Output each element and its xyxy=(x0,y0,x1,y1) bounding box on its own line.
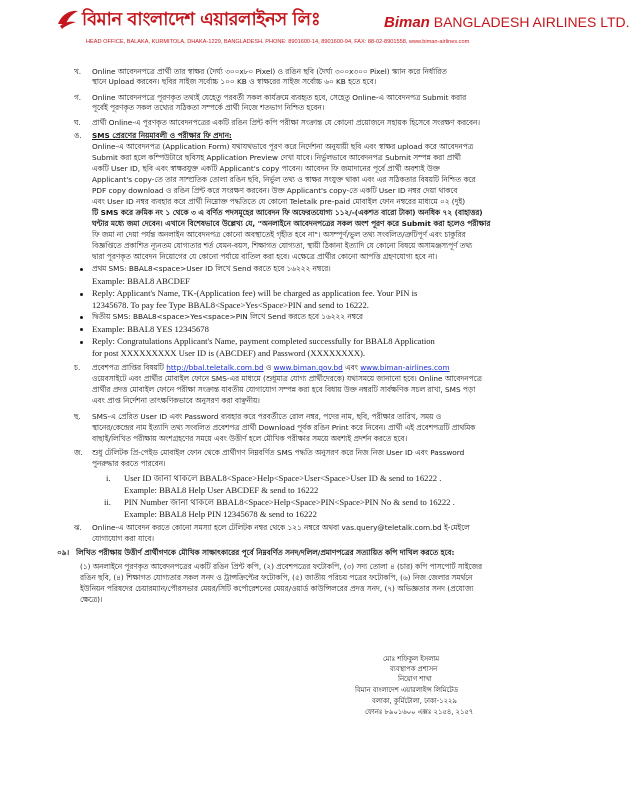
section-heading: SMS প্রেরণের নিয়মাবলী ও পরীক্ষার ফি প্রদান: xyxy=(92,131,232,140)
text-line: পূর্বেই পূরণকৃত সকল তথ্যের সঠিকতা সম্পর্কে প্রার্থী নিজে শতভাগ নিশ্চিত হবেন। xyxy=(92,103,325,112)
item-marker: গ. xyxy=(74,93,82,102)
bullet xyxy=(80,316,83,319)
text-line: প্রার্থীর প্রদত্ত মোবাইল ফোনে পরীক্ষা সংক্রান্ত যাবতীয় যোগাযোগ সম্পন্ন করা হবে বিধায় উক্ত নম্বরটি সার্বক্ষণিক সচল রাখা, SMS পড়া xyxy=(92,385,476,394)
signatory-name: মোঃ শফিকুল ইসলাম xyxy=(383,655,440,663)
biman-gov-link[interactable]: www.biman.gov.bd xyxy=(273,363,343,372)
sms-example: Example: BBAL8 YES 12345678 xyxy=(92,324,209,334)
text-line: ক্ষেত্রে)। xyxy=(80,595,103,604)
text-line: যোগাযোগ করা যাবে। xyxy=(92,534,155,543)
text-line: Online আবেদনপত্রে পূরণকৃত তথ্যই যেহেতু পরবর্তী সকল কার্যক্রমে ব্যবহৃত হবে, সেহেতু Online-এ আবেদনপত্র Submit করার xyxy=(92,93,467,102)
text-span: ও xyxy=(263,363,274,372)
item-marker: ঙ. xyxy=(74,131,82,140)
sms-reply: Reply: Congratulations Applicant's Name, payment completed successfully for BBAL8 Application xyxy=(92,336,435,346)
item-marker: ঘ. xyxy=(74,118,81,127)
text-line: পুনরুদ্ধার করতে পারবেন। xyxy=(92,459,166,468)
sms-reply: Reply: Applicant's Name, TK-(Application fee) will be charged as application fee. Your PIN is xyxy=(92,288,418,298)
text-line: Submit করা হলে কম্পিউটারে ছবিসহ Application Preview দেখা যাবে। নির্ভুলভাবে আবেদনপত্র Submit সম্পন্ন করা প্রার্থী xyxy=(92,153,461,162)
text-line: ঘন্টার মধ্যে জমা দেবেন। এখানে বিশেষভাবে উল্লেখ্য যে, "অনলাইনে আবেদনপত্রের সকল অংশ পূরণ করে Submit করা হলেও পরীক্ষার xyxy=(92,219,491,228)
biman-logo xyxy=(56,8,80,30)
text-line: এবং User ID নম্বর ব্যবহার করে প্রার্থী নিম্নোক্ত পদ্ধতিতে যে কোনো Teletalk pre-paid মোবাইল ফোন নম্বরের মাধ্যমে ০২ (দুই) xyxy=(92,197,466,206)
text-line: Online-এ আবেদনপত্র (Application Form) যথাযথভাবে পূরণ করে নির্দেশনা অনুযায়ী ছবি এবং স্বাক্ষর upload করে আবেদনপত্র xyxy=(92,142,474,151)
sms-instruction: দ্বিতীয় SMS: BBAL8<space>Yes<space>PIN লিখে Send করতে হবে ১৬২২২ নম্বরে xyxy=(92,312,363,321)
item-marker: জ. xyxy=(74,448,83,457)
signatory-company: বিমান বাংলাদেশ এয়ারলাইন্স লিমিটেড xyxy=(355,686,459,694)
text-line: ফি জমা না দেয়া পর্যন্ত অনলাইন আবেদনপত্র কোনো অবস্থাতেই গৃহীত হবে না"। অসম্পূর্ণ/ভুল তথ্য সংবলিত/ত্রুটিপূর্ণ এবং চাকুরির xyxy=(92,230,466,239)
text-line: SMS-এ প্রেরিত User ID এবং Password ব্যবহার করে পরবর্তীতে রোল নম্বর, পদের নাম, ছবি, পরীক্ষার তারিখ, সময় ও xyxy=(92,412,442,421)
text-line: স্থানের/কেন্দ্রের নাম ইত্যাদি তথ্য সংবলিত প্রবেশপত্র প্রার্থী Download পূর্বক রঙিন Print করে নিবেন। প্রার্থী এই প্রবেশপত্রটি প্রাথমিক xyxy=(92,423,476,432)
section-heading: লিখিত পরীক্ষায় উত্তীর্ণ প্রার্থীগণকে মৌখিক সাক্ষাৎকারের পূর্বে নিম্নবর্ণিত সনদ/দলিল/প্রমাণপত্রের সত্যায়িত কপি দাখিল করতে হবে: xyxy=(76,548,455,557)
text-line: Online আবেদনপত্রে প্রার্থী তার স্বাক্ষর (দৈর্ঘ্য ৩০০x৮০ Pixel) ও রঙিন ছবি (দৈর্ঘ্য ৩০০x৩০০ Pixel) স্ক্যান করে নির্ধারিত xyxy=(92,67,447,76)
signatory-branch: নিয়োগ শাখা xyxy=(398,675,432,683)
text-line: প্রার্থী Online-এ পূরণকৃত আবেদনপত্রের একটি রঙিন প্রিন্ট কপি পরীক্ষা সংক্রান্ত যে কোনো প্রয়োজনে সহায়ক হিসেবে সংরক্ষণ করবেন। xyxy=(92,118,480,127)
text-line: Applicant's copy-তে তার সাম্প্রতিক তোলা রঙিন ছবি, নির্ভুল তথ্য ও স্বাক্ষর সংযুক্ত থাকা এবং এর সঠিকতার বিষয়টি নিশ্চিত করে xyxy=(92,175,476,184)
recovery-example: Example: BBAL8 Help PIN 12345678 & send to 16222 xyxy=(124,509,317,519)
sms-instruction: প্রথম SMS: BBAL8<space>User ID লিখে Send করতে হবে ১৬২২২ নম্বরে। xyxy=(92,264,331,273)
signatory-phone: ফোনঃ ৮৯০১৬০০ এক্সঃ ২১৫৪, ২১৫৭ xyxy=(365,708,474,716)
text-span: এবং xyxy=(342,363,361,372)
english-name-rest: BANGLADESH AIRLINES LTD. xyxy=(429,14,630,30)
signatory-address: বলাকা, কুর্মিটোলা, ঢাকা-১২২৯ xyxy=(372,697,457,705)
item-marker: i. xyxy=(106,473,111,483)
text-line: Online-এ আবেদন করতে কোনো সমস্যা হলে টেলিটক নম্বর থেকে ১২১ নম্বরে অথবা vas.query@teletalk.com.bd ই-মেইলে xyxy=(92,523,470,532)
text-line: বাছাই/লিখিত পরীক্ষায় অংশগ্রহণের সময়ে এবং উত্তীর্ণ হলে মৌখিক পরীক্ষার সময়ে অবশ্যই প্রদর্শন করতে হবে। xyxy=(92,434,408,443)
bullet xyxy=(80,341,83,344)
signatory-designation: ব্যবস্থাপক প্রশাসন xyxy=(390,665,438,673)
text-line: (১) অনলাইনে পূরণকৃত আবেদনপত্রের একটি রঙিন প্রিন্ট কপি, (২) প্রবেশপত্রের ফটোকপি, (৩) সদ্য তোলা ৪ (চার) কপি পাসপোর্ট সাইজের xyxy=(80,562,482,571)
sms-example: Example: BBAL8 ABCDEF xyxy=(92,276,190,286)
letterhead xyxy=(56,6,630,50)
text-line: একটি User ID, ছবি এবং স্বাক্ষরযুক্ত একটি Applicant's copy পাবেন। আবেদন ফি জমাদানের পূর্বে প্রার্থী অবশ্যই উক্ত xyxy=(92,164,440,173)
text-span: প্রবেশপত্র প্রাপ্তির বিষয়টি xyxy=(92,363,167,372)
recovery-example: Example: BBAL8 Help User ABCDEF & send to 16222 xyxy=(124,485,319,495)
text-line: এবং প্রাপ্ত নির্দেশনা তাৎক্ষণিকভাবে অনুসরণ করা বাঞ্ছনীয়। xyxy=(92,396,260,405)
item-marker: খ. xyxy=(74,67,82,76)
recovery-instruction: PIN Number জানা থাকলে BBAL8<Space>Help<Space>PIN<Space>PIN No & send to 16222 . xyxy=(124,497,455,507)
bangla-company-name: বিমান বাংলাদেশ এয়ারলাইনস লিঃ xyxy=(82,9,321,30)
text-line: ওয়েবসাইটে এবং প্রার্থীর মোবাইল ফোনে SMS-এর মাধ্যমে (শুধুমাত্র যোগ্য প্রার্থীদেরকে) যথাসময়ে জানানো হবে। Online আবেদনপত্রে xyxy=(92,374,482,383)
item-marker: ii. xyxy=(104,497,111,507)
item-marker: চ. xyxy=(74,363,81,372)
section-number: ০৯। xyxy=(57,548,70,557)
text-line: বিজ্ঞপ্তিতে প্রকাশিত ন্যূনতম যোগ্যতার শর্ত যেমন-বয়স, শিক্ষাগত যোগ্যতা, স্থায়ী ঠিকানা ইত্যাদি যে কোনো বিষয়ে অসামঞ্জস্যপূর্ণ তথ্য xyxy=(92,241,473,250)
head-office-address: HEAD OFFICE, BALAKA, KURMITOLA, DHAKA-1229, BANGLADESH. PHONE: 8901600-14, 8901600-94, FAX: 88-02-8901558, www.biman-airlines.com xyxy=(86,39,470,45)
english-name-bold: Biman xyxy=(384,14,430,31)
biman-airlines-link[interactable]: www.biman-airlines.com xyxy=(360,363,450,372)
text-line: টি SMS করে ক্রমিক নং ১ থেকে ৩ এ বর্ণিত পদসমূহের আবেদন ফি অফেরতযোগ্য ১১২/-(একশত বারো টাকা) অনধিক ৭২ (বাহাত্তর) xyxy=(92,208,483,217)
bullet xyxy=(80,268,83,271)
sms-reply: 12345678. To pay fee Type BBAL8<Space>Yes<Space>PIN and send to 16222. xyxy=(92,300,369,310)
bullet xyxy=(80,293,83,296)
text-line: রঙিন ছবি, (৪) শিক্ষাগত যোগ্যতার সকল সনদ ও ট্রান্সক্রিপ্টের ফটোকপি, (৫) জাতীয় পরিচয় পত্রের ফটোকপি, (৬) নিজ জেলার সমর্থনে xyxy=(80,573,473,582)
text-line: ইউনিয়ন পরিষদের চেয়ারম্যান/পৌরসভার মেয়র/সিটি কর্পোরেশনের মেয়র/ওয়ার্ড কাউন্সিলরের প্রদত্ত সনদ, (৭) অভিজ্ঞতার সনদ (প্রযোজ্য xyxy=(80,584,474,593)
text-line xyxy=(92,363,450,373)
english-company-name xyxy=(384,14,630,31)
text-line: স্থানে Upload করবেন। ছবির সাইজ সর্বোচ্চ ১০০ KB ও স্বাক্ষরের সাইজ সর্বোচ্চ ৬০ KB হতে হবে। xyxy=(92,77,377,86)
text-line: PDF copy download ও রঙিন প্রিন্ট করে সংরক্ষণ করবেন। উক্ত Applicant's copy-তে একটি User ID নম্বর দেয়া থাকবে xyxy=(92,186,458,195)
recovery-instruction: User ID জানা থাকলে BBAL8<Space>Help<Space>User<Space>User ID & send to 16222 . xyxy=(124,473,442,483)
sms-reply: for post XXXXXXXXX User ID is (ABCDEF) and Password (XXXXXXXX). xyxy=(92,348,366,358)
item-marker: ঝ. xyxy=(74,523,82,532)
text-line: শুধু টেলিটক প্রি-পেইড মোবাইল ফোন থেকে প্রার্থীগণ নিম্নবর্ণিত SMS পদ্ধতি অনুসরণ করে নিজ নিজ User ID এবং Password xyxy=(92,448,465,457)
bullet xyxy=(80,328,83,331)
text-line: দ্বারা পূরণকৃত আবেদন নিয়োগের যে কোনো পর্যায়ে বাতিল করা হবে। এক্ষেত্রে প্রার্থীর কোনো আপত্তি গ্রহণযোগ্য হবে না। xyxy=(92,252,438,261)
teletalk-link[interactable]: http://bbal.teletalk.com.bd xyxy=(166,363,264,372)
item-marker: ছ. xyxy=(74,412,81,421)
